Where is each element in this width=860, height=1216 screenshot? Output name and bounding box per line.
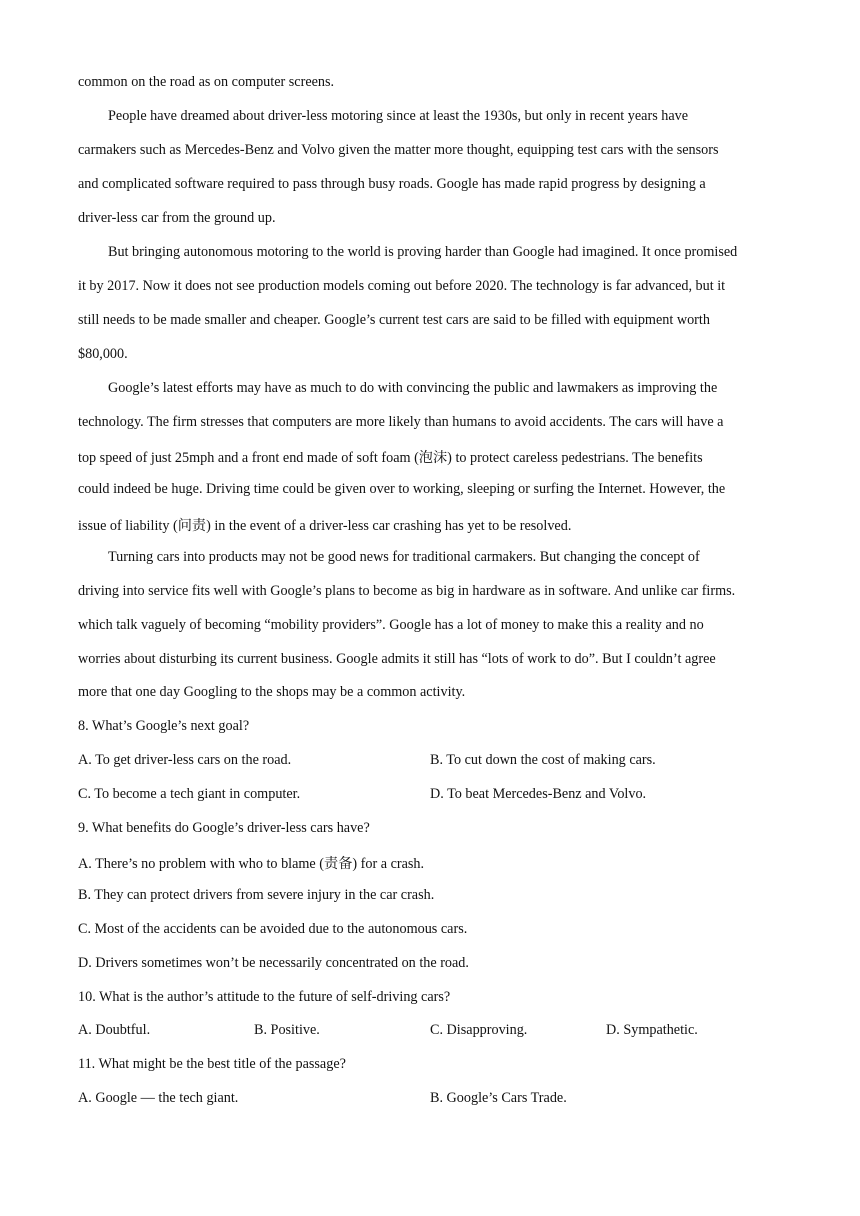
paragraph-line: carmakers such as Mercedes-Benz and Volvo given the matter more thought, equipping test cars with the sensors: [78, 142, 719, 158]
paragraph-line: issue of liability (问责) in the event of a driver-less car crashing has yet to be resolved.: [78, 518, 572, 534]
answer-option: D. To beat Mercedes-Benz and Volvo.: [430, 786, 647, 802]
question-stem: 11. What might be the best title of the passage?: [78, 1056, 346, 1072]
paragraph-line: worries about disturbing its current business. Google admits it still has “lots of work to do”. But I couldn’t agree: [78, 651, 716, 667]
answer-option: B. Positive.: [254, 1022, 320, 1038]
answer-option: D. Sympathetic.: [606, 1022, 698, 1038]
paragraph-line: more that one day Googling to the shops may be a common activity.: [78, 684, 466, 700]
paragraph-line: People have dreamed about driver-less motoring since at least the 1930s, but only in recent years have: [108, 108, 689, 124]
paragraph-line: But bringing autonomous motoring to the world is proving harder than Google had imagined. It once promised: [108, 244, 738, 260]
answer-option: A. Google — the tech giant.: [78, 1090, 239, 1106]
answer-option: A. Doubtful.: [78, 1022, 151, 1038]
paragraph-line: technology. The firm stresses that computers are more likely than humans to avoid accidents. The cars will have a: [78, 414, 724, 430]
answer-option: A. To get driver-less cars on the road.: [78, 752, 292, 768]
paragraph-line: Turning cars into products may not be good news for traditional carmakers. But changing the concept of: [108, 549, 700, 565]
paragraph-line: driver-less car from the ground up.: [78, 210, 276, 226]
paragraph-line: Google’s latest efforts may have as much to do with convincing the public and lawmakers as improving the: [108, 380, 718, 396]
paragraph-line: common on the road as on computer screens.: [78, 74, 335, 90]
paragraph-line: could indeed be huge. Driving time could be given over to working, sleeping or surfing the Internet. However, the: [78, 481, 726, 497]
paragraph-line: and complicated software required to pass through busy roads. Google has made rapid progress by designing a: [78, 176, 706, 192]
question-stem: 10. What is the author’s attitude to the future of self-driving cars?: [78, 989, 451, 1005]
question-stem: 8. What’s Google’s next goal?: [78, 718, 250, 734]
paragraph-line: which talk vaguely of becoming “mobility providers”. Google has a lot of money to make this a reality and no: [78, 617, 704, 633]
answer-option: D. Drivers sometimes won’t be necessarily concentrated on the road.: [78, 955, 469, 971]
paragraph-line: it by 2017. Now it does not see production models coming out before 2020. The technology is far advanced, but it: [78, 278, 726, 294]
paragraph-line: $80,000.: [78, 346, 128, 362]
answer-option: C. To become a tech giant in computer.: [78, 786, 301, 802]
answer-option: B. Google’s Cars Trade.: [430, 1090, 567, 1106]
answer-option: A. There’s no problem with who to blame (责备) for a crash.: [78, 856, 425, 872]
paragraph-line: still needs to be made smaller and cheaper. Google’s current test cars are said to be filled with equipment worth: [78, 312, 710, 328]
question-stem: 9. What benefits do Google’s driver-less cars have?: [78, 820, 370, 836]
answer-option: C. Disapproving.: [430, 1022, 528, 1038]
paragraph-line: top speed of just 25mph and a front end made of soft foam (泡沫) to protect careless pedestrians. The benefits: [78, 450, 703, 466]
answer-option: B. To cut down the cost of making cars.: [430, 752, 656, 768]
answer-option: C. Most of the accidents can be avoided due to the autonomous cars.: [78, 921, 468, 937]
paragraph-line: driving into service fits well with Google’s plans to become as big in hardware as in software. And unlike car firms.: [78, 583, 736, 599]
answer-option: B. They can protect drivers from severe injury in the car crash.: [78, 887, 435, 903]
